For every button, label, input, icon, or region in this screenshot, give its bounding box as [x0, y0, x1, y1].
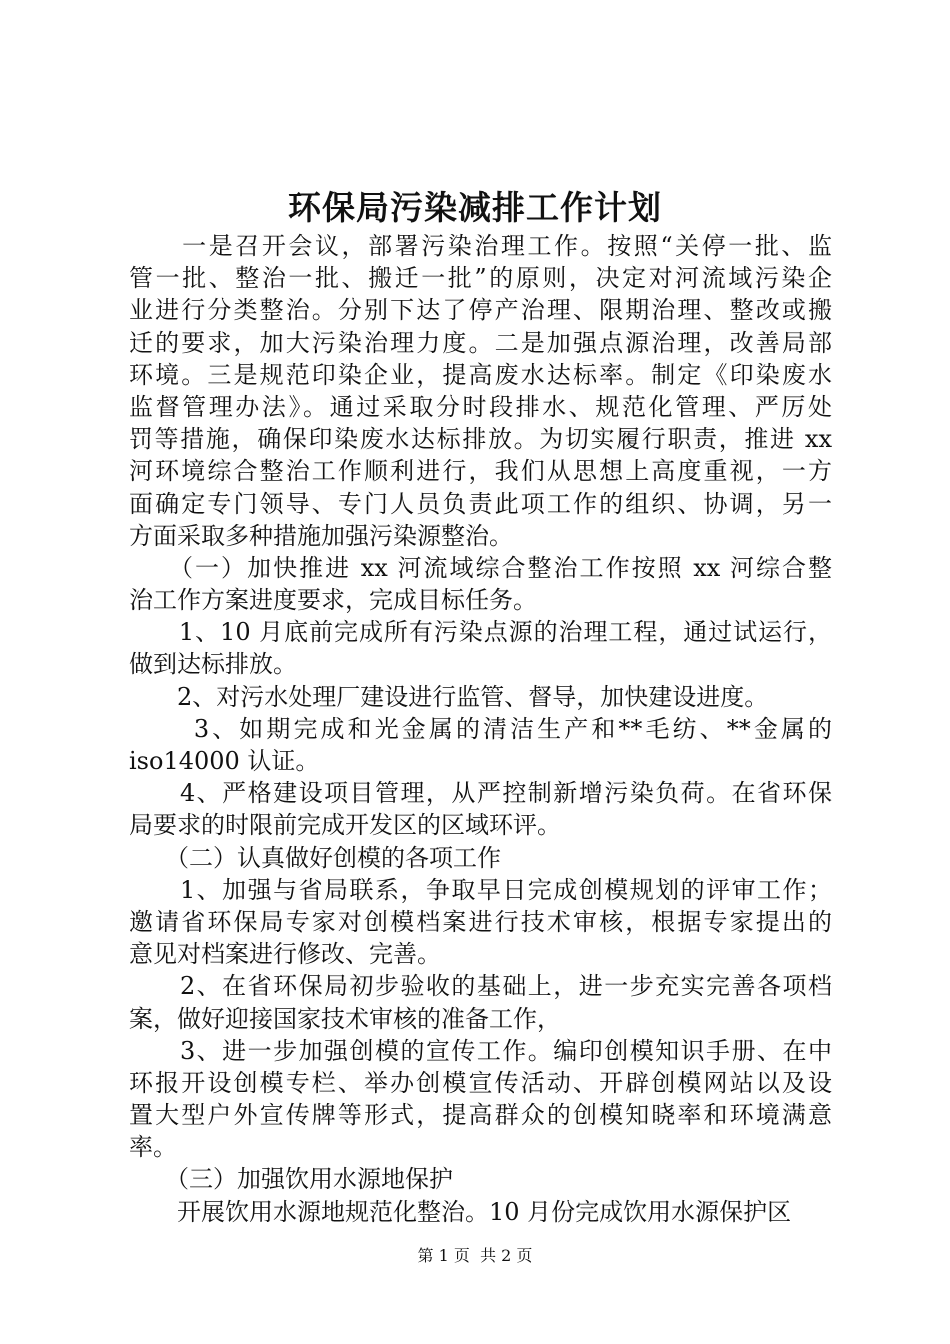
body-text-line: 4、严格建设项目管理，从严控制新增污染负荷。在省环保 — [129, 779, 832, 808]
body-text-line: 率。 — [129, 1133, 177, 1162]
body-text-line: 做到达标排放。 — [129, 650, 297, 679]
body-text-line: 迁的要求，加大污染治理力度。二是加强点源治理，改善局部 — [129, 328, 832, 357]
body-text-line: 环境。三是规范印染企业，提高废水达标率。制定《印染废水 — [129, 360, 832, 389]
body-text-line: 管一批、整治一批、搬迁一批”的原则，决定对河流域污染企 — [129, 264, 832, 293]
body-text-line: （二）认真做好创模的各项工作 — [129, 843, 501, 872]
body-text-line: 一是召开会议，部署污染治理工作。按照“关停一批、监 — [129, 232, 832, 260]
body-text-line: 局要求的时限前完成开发区的区域环评。 — [129, 811, 561, 840]
body-text-line: iso14000 认证。 — [129, 747, 320, 775]
page-footer: 第 1 页 共 2 页 — [417, 1246, 533, 1265]
body-text-line: 罚等措施，确保印染废水达标排放。为切实履行职责，推进 xx — [129, 425, 832, 454]
document-title: 环保局污染减排工作计划 — [288, 188, 662, 227]
body-text-line: 2、在省环保局初步验收的基础上，进一步充实完善各项档 — [129, 972, 832, 1001]
body-text-line: 开展饮用水源地规范化整治。10 月份完成饮用水源保护区 — [129, 1197, 792, 1226]
body-text-line: （三）加强饮用水源地保护 — [129, 1165, 453, 1194]
body-text-line: 环报开设创模专栏、举办创模宣传活动、开辟创模网站以及设 — [129, 1068, 832, 1097]
body-text-line: 1、10 月底前完成所有污染点源的治理工程，通过试运行， — [129, 618, 832, 647]
body-text-line: 方面采取多种措施加强污染源整治。 — [129, 521, 513, 550]
body-text-line: 置大型户外宣传牌等形式，提高群众的创模知晓率和环境满意 — [129, 1101, 832, 1130]
body-text-line: 邀请省环保局专家对创模档案进行技术审核，根据专家提出的 — [129, 907, 832, 936]
body-text-line: 2、对污水处理厂建设进行监管、督导，加快建设进度。 — [129, 682, 769, 711]
document-body — [129, 230, 832, 1228]
body-text-line: 河环境综合整治工作顺利进行，我们从思想上高度重视，一方 — [129, 457, 832, 486]
body-text-line: 监督管理办法》。通过采取分时段排水、规范化管理、严厉处 — [129, 392, 832, 421]
body-text-line: 案，做好迎接国家技术审核的准备工作， — [129, 1004, 561, 1033]
body-text-line: 意见对档案进行修改、完善。 — [129, 940, 441, 969]
body-text-line: 3、如期完成和光金属的清洁生产和**毛纺、**金属的 — [129, 714, 832, 743]
body-text-line: （一）加快推进 xx 河流域综合整治工作按照 xx 河综合整 — [129, 553, 832, 582]
body-text-line: 治工作方案进度要求，完成目标任务。 — [129, 586, 537, 615]
body-text-line: 业进行分类整治。分别下达了停产治理、限期治理、整改或搬 — [129, 296, 832, 325]
body-text-line: 1、加强与省局联系，争取早日完成创模规划的评审工作； — [129, 875, 832, 904]
body-text-line: 3、进一步加强创模的宣传工作。编印创模知识手册、在中 — [129, 1036, 832, 1065]
body-text-line: 面确定专门领导、专门人员负责此项工作的组织、协调，另一 — [129, 489, 832, 518]
